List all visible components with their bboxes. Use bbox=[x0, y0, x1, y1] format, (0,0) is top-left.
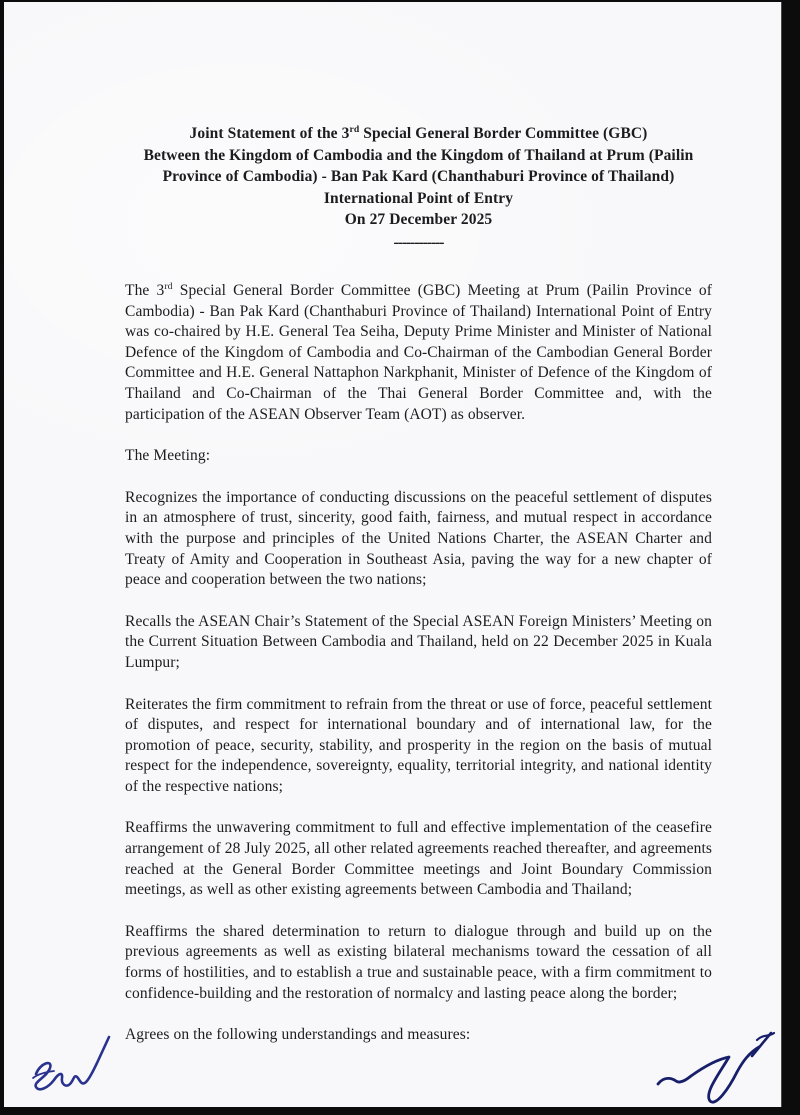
left-signature-icon bbox=[24, 1030, 124, 1100]
opening-suffix: Special General Border Committee (GBC) Meeting at Prum (Pailin Province of Cambodia) - Ban Pak Kard (Chanthaburi Province of Thailand) International Point of Entry was co-chaired by H.E. General Tea Seiha, Deputy Prime Minister and Minister of National Defence of the Kingdom of Cambodia and Co-Chairman of the Cambodian General Border Committee and H.E. General Nattaphon Narkphanit, Minister of Defence of the Kingdom of Thailand and Co-Chairman of the Thai General Border Committee and, with the participation of the ASEAN Observer Team (AOT) as observer. bbox=[125, 282, 712, 423]
title-line bbox=[125, 123, 712, 145]
document-page bbox=[4, 2, 791, 1107]
paragraph-reaffirms-dialogue: Reaffirms the shared determination to return to dialogue through and build up on the previous agreements as well as existing bilateral mechanisms toward the cessation of all forms of hostilities, and to establish a true and sustainable peace, with a firm commitment to confidence-building and the restoration of normalcy and lasting peace along the border; bbox=[125, 922, 712, 1002]
paragraph-reaffirms-ceasefire: Reaffirms the unwavering commitment to full and effective implementation of the ceasefire arrangement of 28 July 2025, all other related agreements reached thereafter, and agreements reached at the General Border Committee meetings and Joint Boundary Commission meetings, as well as other existing agreements between Cambodia and Thailand; bbox=[125, 819, 712, 899]
paragraph-reiterates: Reiterates the firm commitment to refrain from the threat or use of force, peaceful settlement of disputes, and respect for international boundary and of international law, for the promotion of peace, security, stability, and prosperity in the region on the basis of mutual respect for the independence, sovereignty, equality, territorial integrity, and national identity of the respective nations; bbox=[125, 695, 712, 795]
paragraph-agrees: Agrees on the following understandings and measures: bbox=[125, 1026, 471, 1044]
title-line1-prefix: Joint Statement of the 3 bbox=[189, 125, 350, 142]
document-title bbox=[125, 123, 712, 253]
document-content bbox=[125, 2, 712, 1067]
paragraph-meeting-label: The Meeting: bbox=[125, 447, 211, 465]
paragraph-recalls: Recalls the ASEAN Chair’s Statement of the Special ASEAN Foreign Ministers’ Meeting on the Current Situation Between Cambodia and Thailand, held on 22 December 2025 in Kuala Lumpur; bbox=[125, 612, 712, 671]
right-signature-icon bbox=[652, 1026, 784, 1111]
title-line: Between the Kingdom of Cambodia and the Kingdom of Thailand at Prum (Pailin bbox=[143, 146, 694, 164]
title-separator: ------------ bbox=[393, 233, 444, 251]
document-body bbox=[125, 281, 712, 1046]
scan-edge bbox=[781, 2, 791, 1107]
title-line: Province of Cambodia) - Ban Pak Kard (Chanthaburi Province of Thailand) bbox=[162, 168, 675, 185]
left-signature bbox=[24, 1030, 124, 1100]
paragraph-recognizes: Recognizes the importance of conducting discussions on the peaceful settlement of disputes in an atmosphere of trust, sincerity, good faith, fairness, and mutual respect in accordance with the purpose and principles of the United Nations Charter, the ASEAN Charter and Treaty of Amity and Cooperation in Southeast Asia, paving the way for a new chapter of peace and cooperation between the two nations; bbox=[125, 488, 712, 589]
title-date-line: On 27 December 2025 bbox=[344, 211, 493, 228]
title-line: International Point of Entry bbox=[323, 189, 514, 207]
title-ordinal-superscript: rd bbox=[349, 123, 360, 135]
right-signature bbox=[652, 1026, 784, 1111]
title-line1-suffix: Special General Border Committee (GBC) bbox=[359, 125, 648, 142]
opening-ordinal-superscript: rd bbox=[164, 280, 173, 292]
paragraph-opening bbox=[125, 281, 712, 425]
opening-prefix: The 3 bbox=[125, 282, 165, 299]
